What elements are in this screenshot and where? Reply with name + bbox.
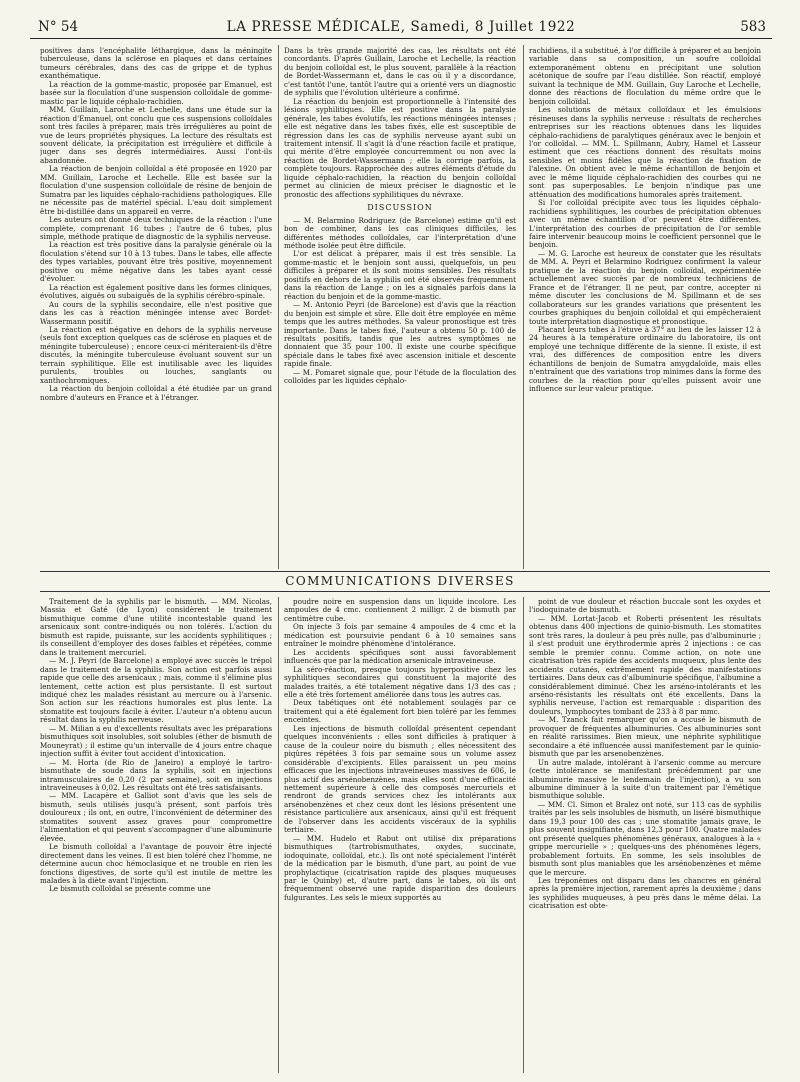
paragraph: Les accidents spécifiques sont aussi favorablement influencés que par la médication arsenicale intraveineuse. — [284, 647, 516, 666]
paragraph: Si l'or colloïdal précipite avec tous les liquides céphalo-rachidiens syphilitiques, les courbes de précipitation obtenues avec un même échantillon d'or peuvent être différentes. L'interprétation des courbes de précipitation de l'or semble faire intervenir beaucoup moins le coefficient personnel que le benjoin. — [529, 198, 761, 250]
running-header — [30, 18, 772, 39]
issue-number: N° 54 — [38, 19, 79, 35]
paragraph: MM. Guillain, Laroche et Lechelle, dans une étude sur la réaction d'Emanuel, ont conclu que ces suspensions colloïdales sont très faciles à préparer, mais très irrégulières au point de vue de leurs propriétés physiques. La lecture des résultats est souvent délicate, la précipitation est irrégulière et difficile à juger dans ses degrés intermédiaires. Aussi l'ont-ils abandonnée. — [40, 105, 272, 165]
top-column-1 — [40, 47, 272, 568]
paragraph: L'or est délicat à préparer, mais il est très sensible. La gomme-mastic et le benjoin sont aussi, quelquefois, un peu difficiles à préparer et ils sont moins sensibles. Des résultats positifs en dehors de la syphilis ont été observés fréquemment dans la réaction de Lange ; on les a signalés parfois dans la réaction du benjoin et de la gomme-mastic. — [284, 249, 516, 301]
section-rule — [40, 591, 770, 592]
paragraph: La réaction du benjoin colloïdal a été étudiée par un grand nombre d'auteurs en France et à l'étranger. — [40, 384, 272, 402]
paragraph: Les solutions de métaux colloïdaux et les émulsions résineuses dans la syphilis nerveuse : résultats de recherches entreprises sur les réactions obtenues dans les liquides céphalo-rachidiens de paralytiques généraux avec le benjoin et l'or colloïdal. — MM. L. Spillmann, Aubry, Hamel et Lasseur estiment que ces réactions donnent des résultats moins sensibles et moins fidèles que la réaction de fixation de l'alexine. On obtient avec le même échantillon de benjoin et avec le même liquide céphalo-rachidien des courbes qui ne sont pas superposables. Le benjoin n'indique pas une atténuation des modifications humorales après traitement. — [529, 105, 761, 199]
paragraph: — MM. Lacapère et Galliot sont d'avis que les sels de bismuth, seuls utilisés jusqu'à présent, sont parfois très douloureux ; ils ont, en outre, l'inconvénient de déterminer des stomatites souvent assez graves pour compromettre l'alimentation et qui peuvent s'accompagner d'une albuminurie élevée. — [40, 791, 272, 843]
paragraph: point de vue douleur et réaction buccale sont les oxydes et l'iodoquinate de bismuth. — [529, 598, 761, 615]
journal-title: LA PRESSE MÉDICALE, Samedi, 8 Juillet 1922 — [226, 19, 576, 35]
paragraph: Placant leurs tubes à l'étuve à 37° au lieu de les laisser 12 à 24 heures à la température ordinaire du laboratoire, ils ont employé une technique différente de la sienne. Il existe, il est vrai, des différences de composition entre les divers échantillons de benjoin de Sumatra amygdaloïde, mais elles n'entraînent que des variations trop minimes dans la forme des courbes de la réaction pour qu'elles puissent avoir une influence sur leur valeur pratique. — [529, 324, 761, 394]
section-rule — [40, 571, 770, 572]
column-divider — [278, 45, 279, 569]
paragraph: La réaction est très positive dans la paralysie générale où la floculation s'étend sur 10 à 13 tubes. Dans le tabes, elle affecte des types variables, pouvant être très positive, moyennement positive ou même négative dans les tabes ayant cessé d'évoluer. — [40, 240, 272, 284]
paragraph: rachidiens, il a substitué, à l'or difficile à préparer et au benjoin variable dans sa composition, un soufre colloïdal extemporanément obtenu en précipitant une solution acétonique de soufre par l'eau distillée. Son réactif, employé suivant la technique de MM. Guillain, Guy Laroche et Lechelle, donne des réactions de floculation du même ordre que le benjoin colloïdal. — [529, 47, 761, 106]
paragraph: Les tréponèmes ont disparu dans les chancres en général après la première injection, rarement après la deuxième ; dans les syphilides muqueuses, à peu près dans le même délai. La cicatrisation est obte- — [529, 875, 761, 911]
paragraph: — M. Antonio Peyri (de Barcelone) est d'avis que la réaction du benjoin est simple et sûre. Elle doit être employée en même temps que les autres méthodes. Sa valeur pronostique est très importante. Dans le tabes fixé, l'auteur a obtenu 50 p. 100 de résultats positifs, tandis que les autres symptômes ne donnaient que 35 pour 100. Il existe une courbe spécifique spéciale dans le tabes fixé avec ascension initiale et descente rapide finale. — [284, 300, 516, 369]
column-divider — [523, 597, 524, 1073]
column-divider — [523, 45, 524, 569]
paragraph: positives dans l'encéphalite léthargique, dans la méningite tuberculeuse, dans la sclérose en plaques et dans certaines tumeurs cérébrales, dans des cas de grippe et de typhus exanthématique. — [40, 47, 272, 81]
paragraph: — M. Belarmino Rodriguez (de Barcelone) estime qu'il est bon de combiner, dans les cas cliniques difficiles, les différentes méthodes colloïdales, car l'interprétation d'une méthode isolée peut être difficile. — [284, 215, 516, 250]
bottom-column-2 — [284, 598, 516, 1072]
paragraph: — MM. Lortat-Jacob et Roberti présentent les résultats obtenus dans 400 injections de quinio-bismuth. Les stomatites sont très rares, la douleur à peu près nulle, pas d'albuminurie ; il s'est produit une érythrodermie après 2 injections : ce cas semble le premier connu. Comme action, on note une cicatrisation très rapide des accidents muqueux, plus lente des accidents cutanés, extrêmement rapide des manifestations tertiaires. Dans deux cas d'albuminurie spécifique, l'albumine a considérablement diminué. Chez les arséno-intolérants et les arséno-résistants les résultats ont été excellents. Dans la syphilis nerveuse, l'action est remarquable : disparition des douleurs, lymphocytes tombant de 233 à 8 par mmc. — [529, 613, 761, 716]
paragraph: Un autre malade, intolérant à l'arsenic comme au mercure (cette intolérance se manifestant précédemment par une albuminurie massive le lendemain de l'injection), a vu son albumine diminuer à la suite d'un traitement par l'émétique bismuthique soluble. — [529, 757, 761, 801]
paragraph: Dans la très grande majorité des cas, les résultats ont été concordants. D'après Guillain, Laroche et Lechelle, la réaction du benjoin colloïdal est, le plus souvent, parallèle à la réaction de Bordet-Wassermann et, dans le cas où il y a discordance, c'est tantôt l'une, tantôt l'autre qui a orienté vers un diagnostic de syphilis que l'évolution ultérieure a confirmé. — [284, 47, 516, 98]
paragraph: — M. G. Laroche est heureux de constater que les résultats de MM. A. Peyri et Belarmino Rodriguez confirment la valeur pratique de la réaction du benjoin colloïdal, expérimentée actuellement avec succès par de nombreux techniciens de France et de l'étranger. Il ne peut, par contre, accepter ni même discuter les conclusions de M. Spillmann et de ses collaborateurs sur les grandes variations que présentent les courbes graphiques du benjoin colloïdal et qui empêcheraient toute interprétation diagnostique et pronostique. — [529, 248, 761, 326]
paragraph: Le bismuth colloïdal a l'avantage de pouvoir être injecté directement dans les veines. Il est bien toléré chez l'homme, ne détermine aucun choc hémoclasique et ne trouble en rien les fonctions digestives, de sorte qu'il est inutile de mettre les malades à la diète avant l'injection. — [40, 842, 272, 885]
paragraph: La réaction de la gomme-mastic, proposée par Emanuel, est basée sur la floculation d'une suspension colloïdale de gomme-mastic par le liquide céphalo-rachidien. — [40, 79, 272, 106]
paragraph: — M. Pomaret signale que, pour l'étude de la floculation des colloïdes par les liquides céphalo- — [284, 367, 516, 386]
paragraph: La réaction de benjoin colloïdal a été proposée en 1920 par MM. Guillain, Laroche et Lechelle. Elle est basée sur la floculation d'une suspension colloïdale de résine de benjoin de Sumatra par les liquides céphalo-rachidiens pathologiques. Elle ne nécessite pas de matériel spécial. L'eau doit simplement être bi-distillée dans un appareil en verre. — [40, 164, 272, 216]
paragraph: La réaction du benjoin est proportionnelle à l'intensité des lésions syphilitiques. Elle est positive dans la paralysie générale, les tabes évolutifs, les réactions méningées intenses ; elle est négative dans les tabes fixés, elle est susceptible de régression dans les cas de syphilis nerveuse ayant subi un traitement intensif. Il s'agit là d'une réaction facile et pratique, qui mérite d'être employée concurremment ou non avec la réaction de Bordet-Wassermann ; elle la corrige parfois, la complète toujours. Rapprochée des autres éléments d'étude du liquide céphalo-rachidien, la réaction du benjoin colloïdal permet au clinicien de mieux préciser le diagnostic et le pronostic des affections syphilitiques du névraxe. — [284, 96, 516, 199]
discussion-heading: DISCUSSION — [367, 203, 433, 213]
paragraph: Les injections de bismuth colloïdal présentent cependant quelques inconvénients : elles sont difficiles à pratiquer à cause de la couleur noire du bismuth ; elles nécessitent des piqûres répétées 3 fois par semaine sous un volume assez considérable d'excipients. Elles paraissent un peu moins efficaces que les injections intraveineuses massives de 606, le plus actif des arsénobenzènes, mais elles sont d'une efficacité nettement supérieure à celle des composés mercuriels et rendront de grands services chez les intolérants aux arsénobenzènes et chez ceux dont les lésions présentent une résistance particulière aux arsenicaux, ainsi qu'il est fréquent de l'observer dans les accidents viscéraux de la syphilis tertiaire. — [284, 723, 516, 835]
paragraph: — M. J. Peyri (de Barcelone) a employé avec succès le trépol dans le traitement de la syphilis. Son action est parfois aussi rapide que celle des arsenicaux ; mais, comme il s'élimine plus lentement, cette action est plus persistante. Il est surtout indiqué chez les malades résistant au mercure ou à l'arsenic. Son action sur les réactions humorales est plus lente. La stomatite est toujours facile à éviter. L'auteur n'a obtenu aucun résultat dans la syphilis nerveuse. — [40, 656, 272, 725]
top-column-3 — [529, 47, 761, 568]
section-title: COMMUNICATIONS DIVERSES — [285, 574, 515, 588]
bottom-column-1 — [40, 598, 272, 1072]
paragraph: Les auteurs ont donné deux techniques de la réaction : l'une complète, comprenant 16 tubes ; l'autre de 6 tubes, plus simple, méthode pratique de diagnostic de la syphilis nerveuse. — [40, 215, 272, 241]
paragraph: poudre noire en suspension dans un liquide incolore. Les ampoules de 4 cmc. contiennent 2 milligr. 2 de bismuth par centimètre cube. — [284, 598, 516, 623]
paragraph: Au cours de la syphilis secondaire, elle n'est positive que dans les cas à réaction méningée intense avec Bordet-Wassermann positif. — [40, 299, 272, 326]
page-number: 583 — [740, 19, 766, 35]
paragraph: La séro-réaction, presque toujours hyperpositive chez les syphilitiques secondaires qui constituent la majorité des malades traités, a été totalement négative dans 1/3 des cas ; elle a été très fortement améliorée dans tous les autres cas. — [284, 664, 516, 699]
paragraph: La réaction est également positive dans les formes cliniques, évolutives, aiguës ou subaiguës de la syphilis cérébro-spinale. — [40, 282, 272, 301]
bottom-column-3 — [529, 598, 761, 1072]
paragraph: Traitement de la syphilis par le bismuth. — MM. Nicolas, Massia et Gaté (de Lyon) considèrent le traitement bismuthique comme d'une utilité incontestable quand les arsenicaux sont contre-indiqués ou non tolérés. L'action du bismuth est rapide, puissante, sur les accidents syphilitiques ; ils conseillent d'employer des doses faibles et répétées, comme dans le traitement mercuriel. — [40, 598, 272, 657]
column-divider — [278, 597, 279, 1073]
paragraph: — M. Tzanck fait remarquer qu'on a accusé le bismuth de provoquer de fréquentes albuminuries. Ces albuminuries sont en réalité rarissimes. Bien mieux, une néphrite syphilitique secondaire a été influencée aussi manifestement par le quinio-bismuth que par les arsenobenzènes. — [529, 715, 761, 759]
paragraph: — MM. Hudelo et Rabut ont utilisé dix préparations bismuthiques (tartrobismuthates, oxydes, succinate, iodoquinate, colloïdal, etc.). Ils ont noté spécialement l'intérêt de la médication par le bismuth, d'une part, au point de vue prophylactique (cicatrisation rapide des plaques muqueuses par le Quinby) et, d'autre part, dans le tabes, où ils ont fréquemment observé une rapide disparition des douleurs fulgurantes. Les sels le mieux supportés au — [284, 833, 516, 902]
paragraph: — M. Milian a eu d'excellents résultats avec les préparations bismuthiques soit insolubles, soit solubles (éther de bismuth de Mouneyrat) ; il estime qu'un intervalle de 4 jours entre chaque injection suffit à éviter tout accident d'intoxication. — [40, 723, 272, 759]
paragraph: — MM. Cl. Simon et Bralez ont noté, sur 113 cas de syphilis traités par les sels insolubles de bismuth, un liséré bismuthique dans 19,3 pour 100 des cas ; une stomatite jamais grave, le plus souvent insignifiante, dans 12,3 pour 100. Quatre malades ont présenté quelques phénomènes généraux, analogues à la « grippe mercurielle » ; quelques-uns des phénomènes légers, probablement fortuits. En somme, les sels insolubles de bismuth sont plus maniables que les arsénobenzènes et même que le mercure. — [529, 799, 761, 877]
paragraph: — M. Horta (de Rio de Janeiro) a employé le tartro-bismuthate de soude dans la syphilis, soit en injections intramusculaires de 0,20 (2 par semaine), soit en injections intraveineuses à 0,02. Les résultats ont été très satisfaisants. — [40, 757, 272, 792]
paragraph: On injecte 3 fois par semaine 4 ampoules de 4 cmc et la médication est poursuivie pendant 6 à 10 semaines sans entraîner le moindre phénomène d'intolérance. — [284, 622, 516, 649]
paragraph: Le bismuth colloïdal se présente comme une — [49, 884, 211, 894]
paragraph: Deux tabétiques ont été notablement soulagés par ce traitement qui a été également fort bien toléré par les femmes enceintes. — [284, 698, 516, 725]
paragraph: La réaction est négative en dehors de la syphilis nerveuse (seuls font exception quelques cas de sclérose en plaques et de méningite tuberculeuse) ; encore ceux-ci mériteraient-ils d'être discutés, la méningite tuberculeuse évoluant souvent sur un terrain syphilitique. Elle est inutilisable avec les liquides purulents, troubles ou louches, sanglants ou xanthochromiques. — [40, 324, 272, 385]
top-column-2 — [284, 47, 516, 568]
